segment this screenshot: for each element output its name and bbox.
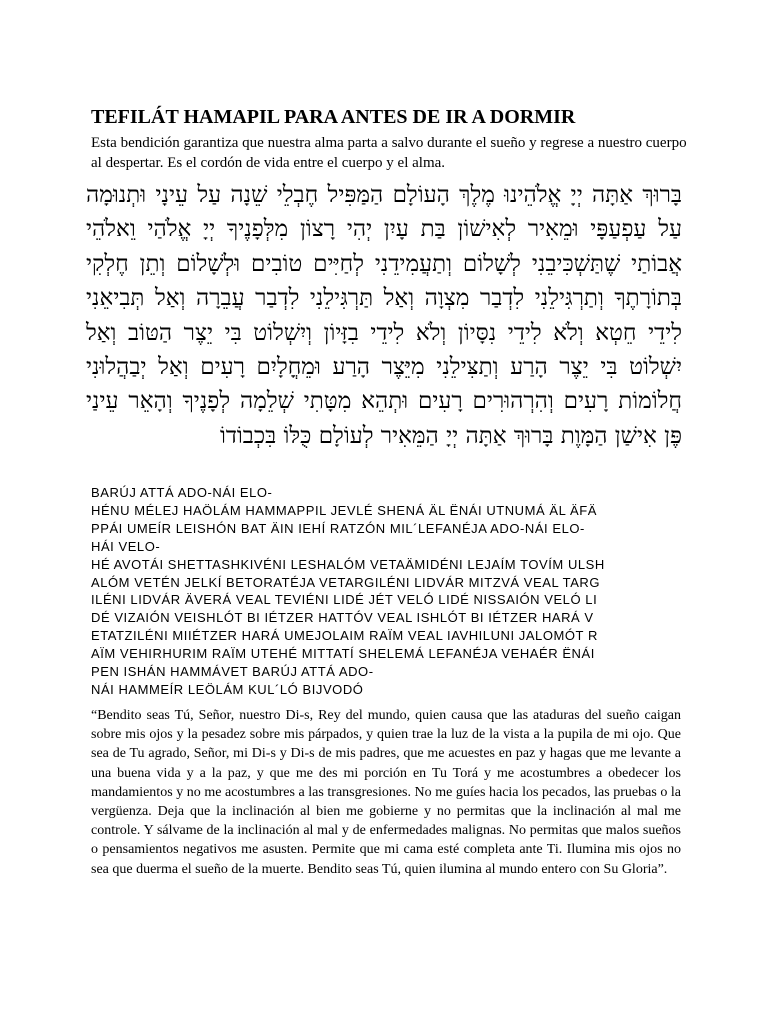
transliteration-line: ALÓM VETÉN JELKÍ BETORATÉJA VETARGILÉNI LIDVÁR MITZVÁ VEAL TARG — [91, 574, 601, 590]
transliteration-line: HÉNU MÉLEJ HAÖLÁM HAMMAPPIL JEVLÉ SHENÁ ÄL ËNÁI UTNUMÁ ÄL ÄFÄ — [91, 502, 597, 518]
transliteration-line: AÏM VEHIRHURIM RAÏM UTEHÉ MITTATÍ SHELEMÁ LEFANÉJA VEHAÉR ËNÁI — [91, 646, 595, 662]
transliteration-line: ILÉNI LIDVÁR ÄVERÁ VEAL TEVIÉNI LIDÉ JÉT VELÓ LIDÉ NISSAIÓN VELÓ LI — [91, 592, 598, 608]
transliteration-block — [91, 484, 683, 699]
transliteration-line: ETATZILÉNI MIIÉTZER HARÁ UMEJOLAIM RAÏM VEAL IAVHILUNI JALOMÓT R — [91, 628, 598, 644]
transliteration-line: NÁI HAMMEÍR LEÖLÁM KUL´LÓ BIJVODÓ — [91, 681, 364, 697]
transliteration-line: PEN ISHÁN HAMMÁVET BARÚJ ATTÁ ADO- — [91, 664, 374, 680]
transliteration-line: PPÁI UMEÍR LEISHÓN BAT ÄIN IEHÍ RATZÓN MIL´LEFANÉJA ADO-NÁI ELO- — [91, 520, 585, 536]
transliteration-line: DÉ VIZAIÓN VEISHLÓT BI IÉTZER HATTÓV VEAL ISHLÓT BI IÉTZER HARÁ V — [91, 610, 594, 626]
hebrew-prayer-text: בָּרוּךְ אַתָּה יְיָ אֱלֹהֵינוּ מֶלֶךְ הָעוֹלָם הַמַּפִּיל חֶבְלֵי שֵׁנָה עַל עֵינָי וּתְנוּמָה עַל עַפְעַפָּי וּמֵאִיר לְאִישׁוֹן בַּת עָיִן יְהִי רָצוֹן מִלְּפָנֶיךָ יְיָ אֱלֹהַי וֵאלֹהֵי אֲבוֹתַי שֶׁתַּשְׁכִּיבֵנִי לְשָׁלוֹם וְתַעֲמִידֵנִי לְחַיִּים טוֹבִים וּלְשָׁלוֹם וְתֵן חֶלְקִי בְּתוֹרָתֶךָ וְתַרְגִּילֵנִי לִדְבַר מִצְוָה וְאַל תַּרְגִּילֵנִי לִדְבַר עֲבֵרָה וְאַל תְּבִיאֵנִי לִידֵי חֵטְא וְלֹא לִידֵי נִסָּיוֹן וְלֹא לִידֵי בִזָּיוֹן וְיִשְׁלוֹט בִּי יֵצֶר הַטּוֹב וְאַל יִשְׁלוֹט בִּי יֵצֶר הָרַע וְתַצִּילֵנִי מִיֵּצֶר הָרַע וּמֵחֳלָיִם רָעִים וְאַל יְבַהֲלוּנִי חֲלוֹמוֹת רָעִים וְהִרְהוּרִים רָעִים וּתְהֵא מִטָּתִי שְׁלֵמָה לְפָנֶיךָ וְהָאֵר עֵינַי פֶּן אִישַׁן הַמָּוֶת בָּרוּךְ אַתָּה יְיָ הַמֵּאִיר לְעוֹלָם כֻּלּוֹ בִּכְבוֹדוֹ — [86, 182, 682, 449]
transliteration-line: HÉ AVOTÁI SHETTASHKIVÉNI LESHALÓM VETAÄMIDÉNI LEJAÍM TOVÍM ULSH — [91, 556, 605, 572]
spanish-translation: “Bendito seas Tú, Señor, nuestro Di-s, Rey del mundo, quien causa que las ataduras del sueño caigan sobre mis ojos y la pesadez sobre mis párpados, y quien trae la luz de la vista a la pupila de mi ojo. Que sea de Tu agrado, Señor, mi Di-s y Di-s de mis padres, que me acuestes en paz y hagas que me levante a una buena vida y a la paz, y que me des mi porción en Tu Torá y me acostumbres a obedecer los mandamientos y no me acostumbres a las transgresiones. No me guíes hacia los pecados, las pruebas o la vergüenza. Deja que la inclinación al bien me gobierne y no permitas que la inclinación al mal me controle. Y sálvame de la inclinación al mal y de enfermedades malignas. No permitas que malos sueños o pensamientos negativos me asusten. Permite que mi cama esté completa ante Ti. Ilumina mis ojos no sea que duerma el sueño de la muerte. Bendito seas Tú, quien ilumina al mundo entero con Su Gloria”. — [91, 708, 681, 877]
page-title: TEFILÁT HAMAPIL PARA ANTES DE IR A DORMIR — [91, 106, 576, 128]
transliteration-line: HÁI VELO- — [91, 538, 161, 554]
transliteration-line: BARÚJ ATTÁ ADO-NÁI ELO- — [91, 485, 273, 500]
intro-paragraph: Esta bendición garantiza que nuestra alma parta a salvo durante el sueño y regrese a nuestro cuerpo al despertar. Es el cordón de vida entre el cuerpo y el alma. — [91, 135, 687, 171]
